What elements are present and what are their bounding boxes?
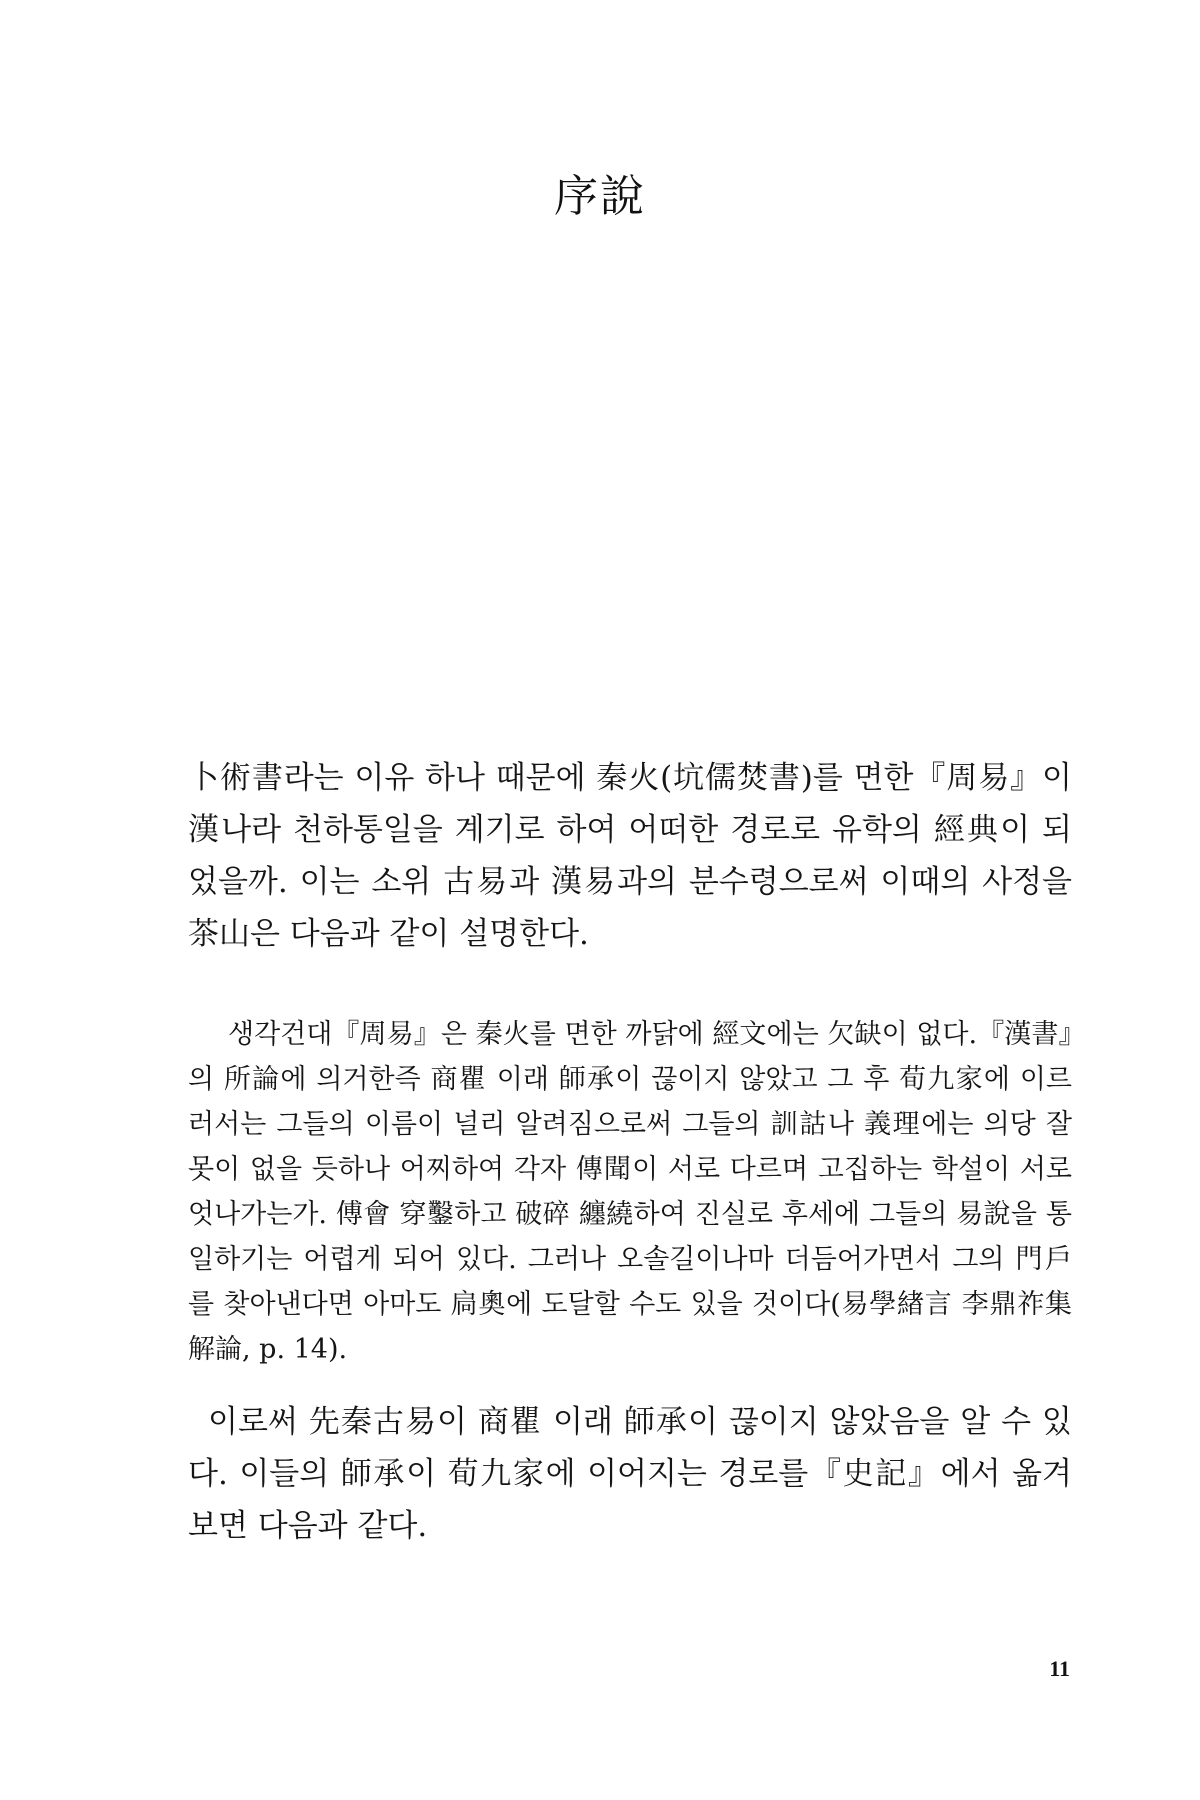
page-title: 序說 (554, 171, 646, 222)
block-quotation: 생각건대『周易』은 秦火를 면한 까닭에 經文에는 欠缺이 없다.『漢書』의 所論에 의거한즉 商瞿 이래 師承이 끊이지 않았고 그 후 荀九家에 이르러서는 그들의 이름이 널리 알려짐으로써 그들의 訓詁나 義理에는 의당 잘못이 없을 듯하나 어찌하여 각자 傳聞이 서로 다르며 고집하는 학설이 서로 엇나가는가. 傅會 穿鑿하고 破碎 纏繞하여 진실로 후세에 그들의 易說을 통일하기는 어렵게 되어 있다. 그러나 오솔길이나마 더듬어가면서 그의 門戶를 찾아낸다면 아마도 扃奧에 도달할 수도 있을 것이다(易學緖言 李鼎祚集解論, p. 14). (188, 1019, 1072, 1365)
closing-paragraph: 이로써 先秦古易이 商瞿 이래 師承이 끊이지 않았음을 알 수 있다. 이들의 師承이 荀九家에 이어지는 경로를『史記』에서 옮겨보면 다음과 같다. (188, 1404, 1072, 1544)
page-number: 11 (1049, 1656, 1070, 1681)
intro-paragraph: 卜術書라는 이유 하나 때문에 秦火(坑儒焚書)를 면한『周易』이 漢나라 천하통일을 계기로 하여 어떠한 경로로 유학의 經典이 되었을까. 이는 소위 古易과 漢易과의 분수령으로써 이때의 사정을 茶山은 다음과 같이 설명한다. (188, 760, 1072, 952)
